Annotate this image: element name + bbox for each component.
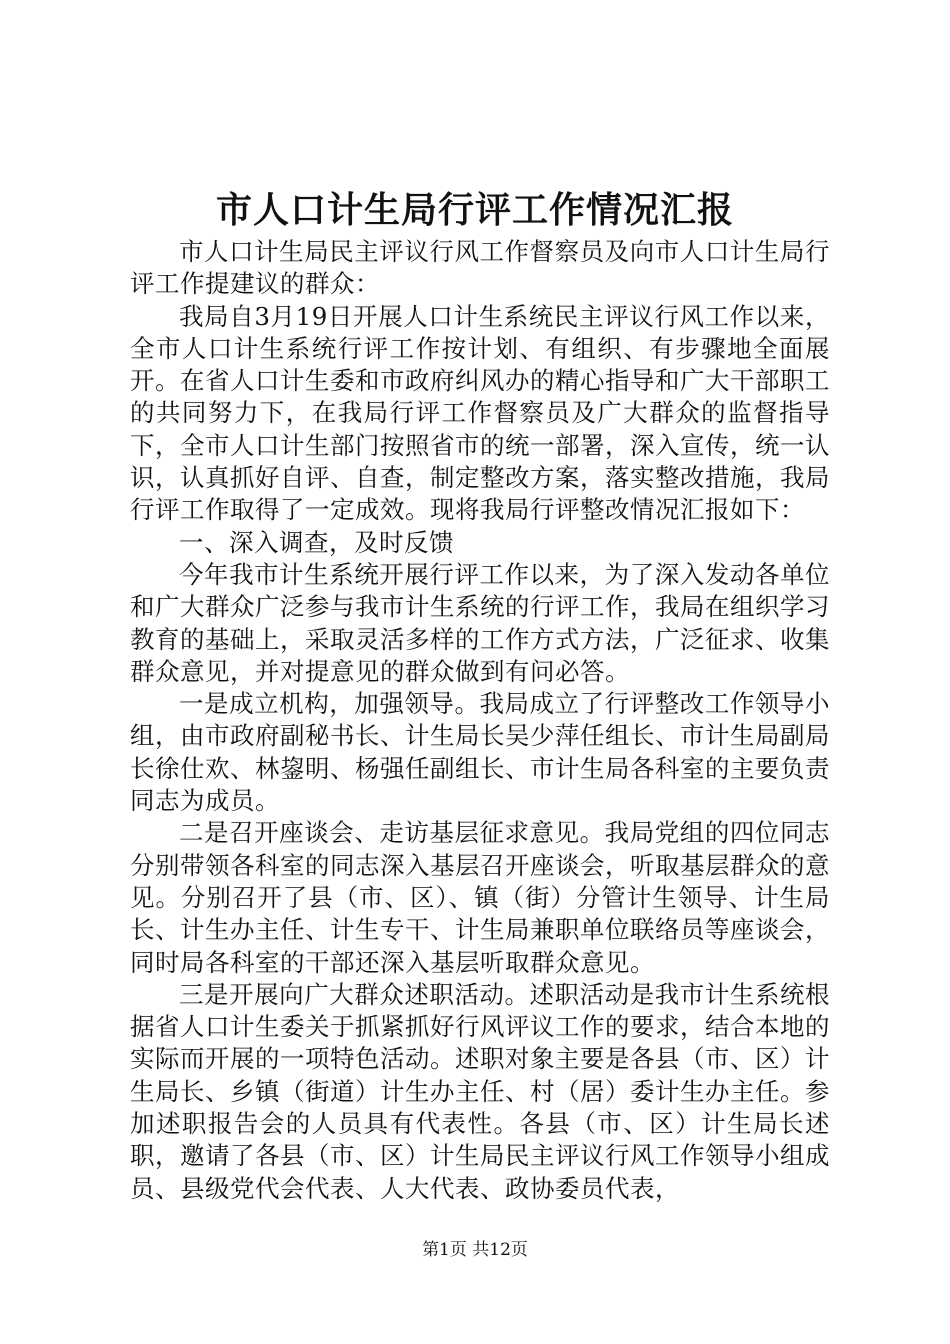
item-paragraph-3: 三是开展向广大群众述职活动。述职活动是我市计生系统根据省人口计生委关于抓紧抓好行风评议工作的要求，结合本地的实际而开展的一项特色活动。述职对象主要是各县（市、区）计生局长、乡镇（街道）计生办主任、村（居）委计生办主任。参加述职报告会的人员具有代表性。各县（市、区）计生局长述职，邀请了各县（市、区）计生局民主评议行风工作领导小组成员、县级党代会代表、人大代表、政协委员代表， bbox=[130, 979, 830, 1203]
item-paragraph-1: 一是成立机构，加强领导。我局成立了行评整改工作领导小组，由市政府副秘书长、计生局长吴少萍任组长、市计生局副局长徐仕欢、林鋆明、杨强任副组长、市计生局各科室的主要负责同志为成员。 bbox=[130, 689, 830, 816]
section-heading: 一、深入调查，及时反馈 bbox=[179, 527, 454, 557]
intro-paragraph: 我局自3月19日开展人口计生系统民主评议行风工作以来，全市人口计生系统行评工作按计划、有组织、有步骤地全面展开。在省人口计生委和市政府纠风办的精心指导和广大干部职工的共同努力下，在我局行评工作督察员及广大群众的监督指导下，全市人口计生部门按照省市的统一部署，深入宣传，统一认识，认真抓好自评、自查，制定整改方案，落实整改措施，我局行评工作取得了一定成效。现将我局行评整改情况汇报如下： bbox=[130, 301, 830, 525]
document-title: 市人口计生局行评工作情况汇报 bbox=[215, 189, 734, 231]
document-body bbox=[130, 236, 830, 1205]
item-paragraph-2: 二是召开座谈会、走访基层征求意见。我局党组的四位同志分别带领各科室的同志深入基层召开座谈会，听取基层群众的意见。分别召开了县（市、区）、镇（街）分管计生领导、计生局长、计生办主任、计生专干、计生局兼职单位联络员等座谈会，同时局各科室的干部还深入基层听取群众意见。 bbox=[130, 818, 830, 977]
page-footer: 第1页 共12页 bbox=[422, 1240, 528, 1260]
section-paragraph: 今年我市计生系统开展行评工作以来，为了深入发动各单位和广大群众广泛参与我市计生系统的行评工作，我局在组织学习教育的基础上，采取灵活多样的工作方式方法，广泛征求、收集群众意见，并对提意见的群众做到有问必答。 bbox=[130, 559, 830, 686]
salutation-paragraph: 市人口计生局民主评议行风工作督察员及向市人口计生局行评工作提建议的群众： bbox=[130, 237, 830, 299]
